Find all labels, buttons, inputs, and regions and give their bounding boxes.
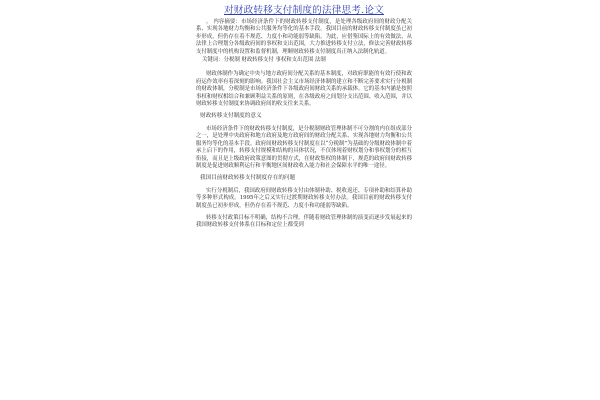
problems-paragraph-2: 转移支付政策目标不明确，结构不合理。伴随着财政管理体制的演变而逐步发展起来的我国财政转移支付体系在目标和定位上都受到 <box>196 214 412 229</box>
intro-paragraph: 财政体制作为确定中央与地方政府间分配关系的基本制度，对政府职能的有效行使和政府运作效率有着深刻的影响。我国社会主义市场经济体制的建立和不断完善要求实行分税制的财政体制，分税制是市场经济条件下各级政府间财政关系的承载体。它的基本内涵是按照事权和财权相结合和兼顾利益关系的原则，在各级政府之间划分支出范围、收入范围，并以财政转移支付制度来协调政府间的收支往来关系。 <box>196 71 412 108</box>
section-heading-significance: 财政转移支付制度的意义 <box>200 113 262 120</box>
keywords-line: 关键词：分税制 财政转移支付 事权和支出范围 法制 <box>202 57 326 64</box>
document-page <box>196 4 412 396</box>
significance-paragraph: 市场经济条件下的财政转移支付制度，是分税制财政管理体制不可分割的内在组成部分之一，是处理中央政府和地方政府及地方政府间的财政分配关系、实现各地财力均衡和公共服务均等化的基本手段。政府间财政转移支付制度在以“分税制”为基础的分级财政体制中着承上启下的作用，转移支付规模和结构的具体状况，不仅体现着财权划分和事权划分的相互衔接，而且是上级政府政策意图的贯彻方式，在财政集权的体制下，规范的政府间财政转移制度是促进财政顺利运行和平衡地区间财政收入能力和社会保障水平的唯一途径。 <box>196 125 412 169</box>
document-title[interactable]: 对财政转移支付制度的法律思考.论文 <box>224 5 384 16</box>
section-heading-problems: 我国目前财政转移支付制度存在的问题 <box>200 175 296 182</box>
problems-paragraph: 实行分税制后，我国政府间财政转移支付由体制补助、税收返还、专项补助和结算补助等多种形式构成。1995年之后又实行过渡期财政转移支付办法。我国目前的财政转移支付制度虽已初步形成，但仍存在着不规范、力度小和功能弱等缺陷。 <box>196 187 412 209</box>
abstract-paragraph: 。 内容摘要：市场经济条件下的财政转移支付制度，是处理各级政府间的财政分配关系、实现各地财力均衡和公共服务均等化的基本手段。我国目前的财政转移支付制度虽已初步形成，但仍存在着不规范、力度小和功能弱等缺陷。为此，应借鉴国际上的有效做法，从法律上合理划分各级政府间的事权和支出范围，大力推进转移支付立法，修法完善财政转移支付制度中的机构设置和监督机制，理顺财政转移支付制度真正纳入法制化轨道。 <box>196 19 412 55</box>
